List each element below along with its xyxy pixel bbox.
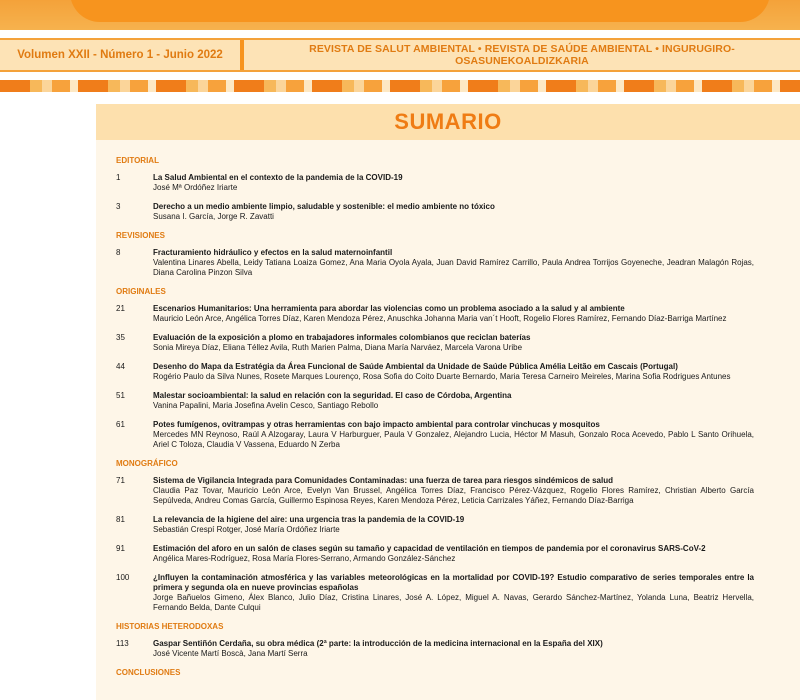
decorative-stripes (0, 80, 800, 92)
entry-page-number: 91 (116, 544, 125, 553)
entry-authors: Susana I. García, Jorge R. Zavatti (153, 212, 274, 221)
entry-body (153, 202, 754, 222)
top-banner (0, 0, 800, 30)
entry-body (153, 304, 754, 324)
entry-title: ¿Influyen la contaminación atmosférica y las variables meteorológicas en la mortalidad por COVID-19? Estudio comparativo de series temporales entre la primera y segunda ola en nueve provincias españolas (153, 573, 754, 592)
entry-title: Estimación del aforo en un salón de clases según su tamaño y capacidad de ventilación en tiempos de pandemia por el coronavirus SARS-CoV-2 (153, 544, 706, 553)
entry-title: Derecho a un medio ambiente limpio, saludable y sostenible: el medio ambiente no tóxico (153, 202, 495, 211)
entry-title: Fracturamiento hidráulico y efectos en la salud maternoinfantil (153, 248, 393, 257)
issue-info-bar (0, 38, 800, 72)
table-of-contents (96, 140, 800, 677)
toc-entry[interactable] (116, 173, 754, 193)
entry-authors: José Mª Ordóñez Iriarte (153, 183, 238, 192)
entry-page-number: 3 (116, 202, 121, 211)
entry-body (153, 515, 754, 535)
section-heading: EDITORIAL (116, 156, 159, 165)
entry-body (153, 420, 754, 450)
entry-body (153, 173, 754, 193)
entry-page-number: 44 (116, 362, 125, 371)
entry-title: Escenarios Humanitarios: Una herramienta para abordar las violencias como un problema asociado a la salud y al ambiente (153, 304, 625, 313)
entry-title: Gaspar Sentiñón Cerdaña, su obra médica (2ª parte: la introducción de la medicina internacional en la España del XIX) (153, 639, 603, 648)
entry-title: Sistema de Vigilancia Integrada para Comunidades Contaminadas: una fuerza de tarea para riesgos sindémicos de salud (153, 476, 613, 485)
banner-decoration (70, 0, 770, 22)
section-heading: REVISIONES (116, 231, 165, 240)
entry-authors: Sebastián Crespí Rotger, José María Ordóñez Iriarte (153, 525, 340, 534)
section-heading: CONCLUSIONES (116, 668, 181, 677)
toc-entry[interactable] (116, 248, 754, 278)
entry-body (153, 544, 754, 564)
entry-authors: Sonia Mireya Díaz, Eliana Téllez Avila, Ruth Marien Palma, Diana María Narváez, Marcela Varona Uribe (153, 343, 523, 352)
entry-authors: Mauricio León Arce, Angélica Torres Díaz, Karen Mendoza Pérez, Anuschka Johanna Maria van´t Hooft, Rogelio Flores Ramírez, Fernando Díaz-Barriga Martínez (153, 314, 727, 323)
toc-entry[interactable] (116, 391, 754, 411)
entry-body (153, 639, 754, 659)
toc-entry[interactable] (116, 304, 754, 324)
section-heading: HISTORIAS HETERODOXAS (116, 622, 224, 631)
entry-title: Evaluación de la exposición a plomo en trabajadores informales colombianos que reciclan baterías (153, 333, 531, 342)
section-heading: MONOGRÁFICO (116, 459, 178, 468)
toc-entry[interactable] (116, 573, 754, 613)
summary-title: SUMARIO (394, 109, 502, 134)
entry-body (153, 391, 754, 411)
entry-title: La relevancia de la higiene del aire: una urgencia tras la pandemia de la COVID-19 (153, 515, 465, 524)
entry-authors: Jorge Bañuelos Gimeno, Álex Blanco, Julio Díaz, Cristina Linares, José A. López, Miguel A. Navas, Gerardo Sánchez-Martínez, Yolanda Luna, Beatriz Hervella, Fernando Belda, Dante Culqui (153, 593, 754, 612)
entry-title: La Salud Ambiental en el contexto de la pandemia de la COVID-19 (153, 173, 403, 182)
toc-entry[interactable] (116, 202, 754, 222)
entry-body (153, 476, 754, 506)
entry-authors: Claudia Paz Tovar, Mauricio León Arce, Evelyn Van Brussel, Angélica Torres Díaz, Francisco Pérez-Vázquez, Rogelio Flores Ramírez, Christian Alberto García Sepúlveda, Andreu Comas García, Guillermo Espinosa Reyes, Karen Mendoza Pérez, Leticia Carrizales Yáñez, Fernando Díaz-Barriga (153, 486, 754, 505)
toc-entry[interactable] (116, 333, 754, 353)
entry-authors: Angélica Mares-Rodríguez, Rosa María Flores-Serrano, Armando González-Sánchez (153, 554, 456, 563)
entry-authors: José Vicente Martí Boscà, Jana Martí Serra (153, 649, 308, 658)
entry-page-number: 1 (116, 173, 121, 182)
summary-header (96, 104, 800, 140)
toc-entry[interactable] (116, 639, 754, 659)
summary-panel (96, 104, 800, 700)
entry-authors: Mercedes MN Reynoso, Raúl A Alzogaray, Laura V Harburguer, Paula V Gonzalez, Alejandro Lucia, Héctor M Masuh, Gonzalo Roca Acevedo, Pablo L Santo Orihuela, Ariel C Toloza, Claudia V Vassena, Eduardo N Zerba (153, 430, 754, 449)
entry-title: Potes fumígenos, ovitrampas y otras herramientas con bajo impacto ambiental para controlar vinchucas y mosquitos (153, 420, 600, 429)
entry-authors: Valentina Linares Abella, Leidy Tatiana Loaiza Gomez, Ana Maria Oyola Ayala, Juan David Ramírez Carrillo, Paula Andrea Torrijos Goyeneche, Jeadran Malagón Rojas, Diana Carolina Pinzon Silva (153, 258, 754, 277)
entry-title: Desenho do Mapa da Estratégia da Área Funcional de Saúde Ambiental da Unidade de Saúde Pública Amélia Leitão em Cascais (Portugal) (153, 362, 678, 371)
entry-page-number: 100 (116, 573, 130, 582)
toc-entry[interactable] (116, 515, 754, 535)
issue-volume: Volumen XXII - Número 1 - Junio 2022 (17, 49, 223, 61)
toc-entry[interactable] (116, 544, 754, 564)
entry-title: Malestar socioambiental: la salud en relación con la seguridad. El caso de Córdoba, Argentina (153, 391, 512, 400)
entry-page-number: 61 (116, 420, 125, 429)
journal-names: REVISTA DE SALUT AMBIENTAL • REVISTA DE SAÚDE AMBIENTAL • INGURUGIRO-OSASUNEKOALDIZKARIA (309, 43, 735, 67)
entry-page-number: 81 (116, 515, 125, 524)
entry-page-number: 35 (116, 333, 125, 342)
toc-entry[interactable] (116, 476, 754, 506)
toc-entry[interactable] (116, 362, 754, 382)
entry-authors: Rogério Paulo da Silva Nunes, Rosete Marques Lourenço, Rosa Sofia do Coito Duarte Bernardo, Maria Teresa Carneiro Meireles, Marina Sofia Rodrigues Antunes (153, 372, 731, 381)
section-heading: ORIGINALES (116, 287, 166, 296)
entry-body (153, 248, 754, 278)
entry-page-number: 8 (116, 248, 121, 257)
entry-page-number: 51 (116, 391, 125, 400)
entry-page-number: 21 (116, 304, 125, 313)
entry-body (153, 333, 754, 353)
toc-entry[interactable] (116, 420, 754, 450)
entry-body (153, 573, 754, 613)
entry-body (153, 362, 754, 382)
entry-authors: Vanina Papalini, Maria Josefina Avelin Cesco, Santiago Rebollo (153, 401, 379, 410)
entry-page-number: 113 (116, 639, 129, 648)
entry-page-number: 71 (116, 476, 125, 485)
